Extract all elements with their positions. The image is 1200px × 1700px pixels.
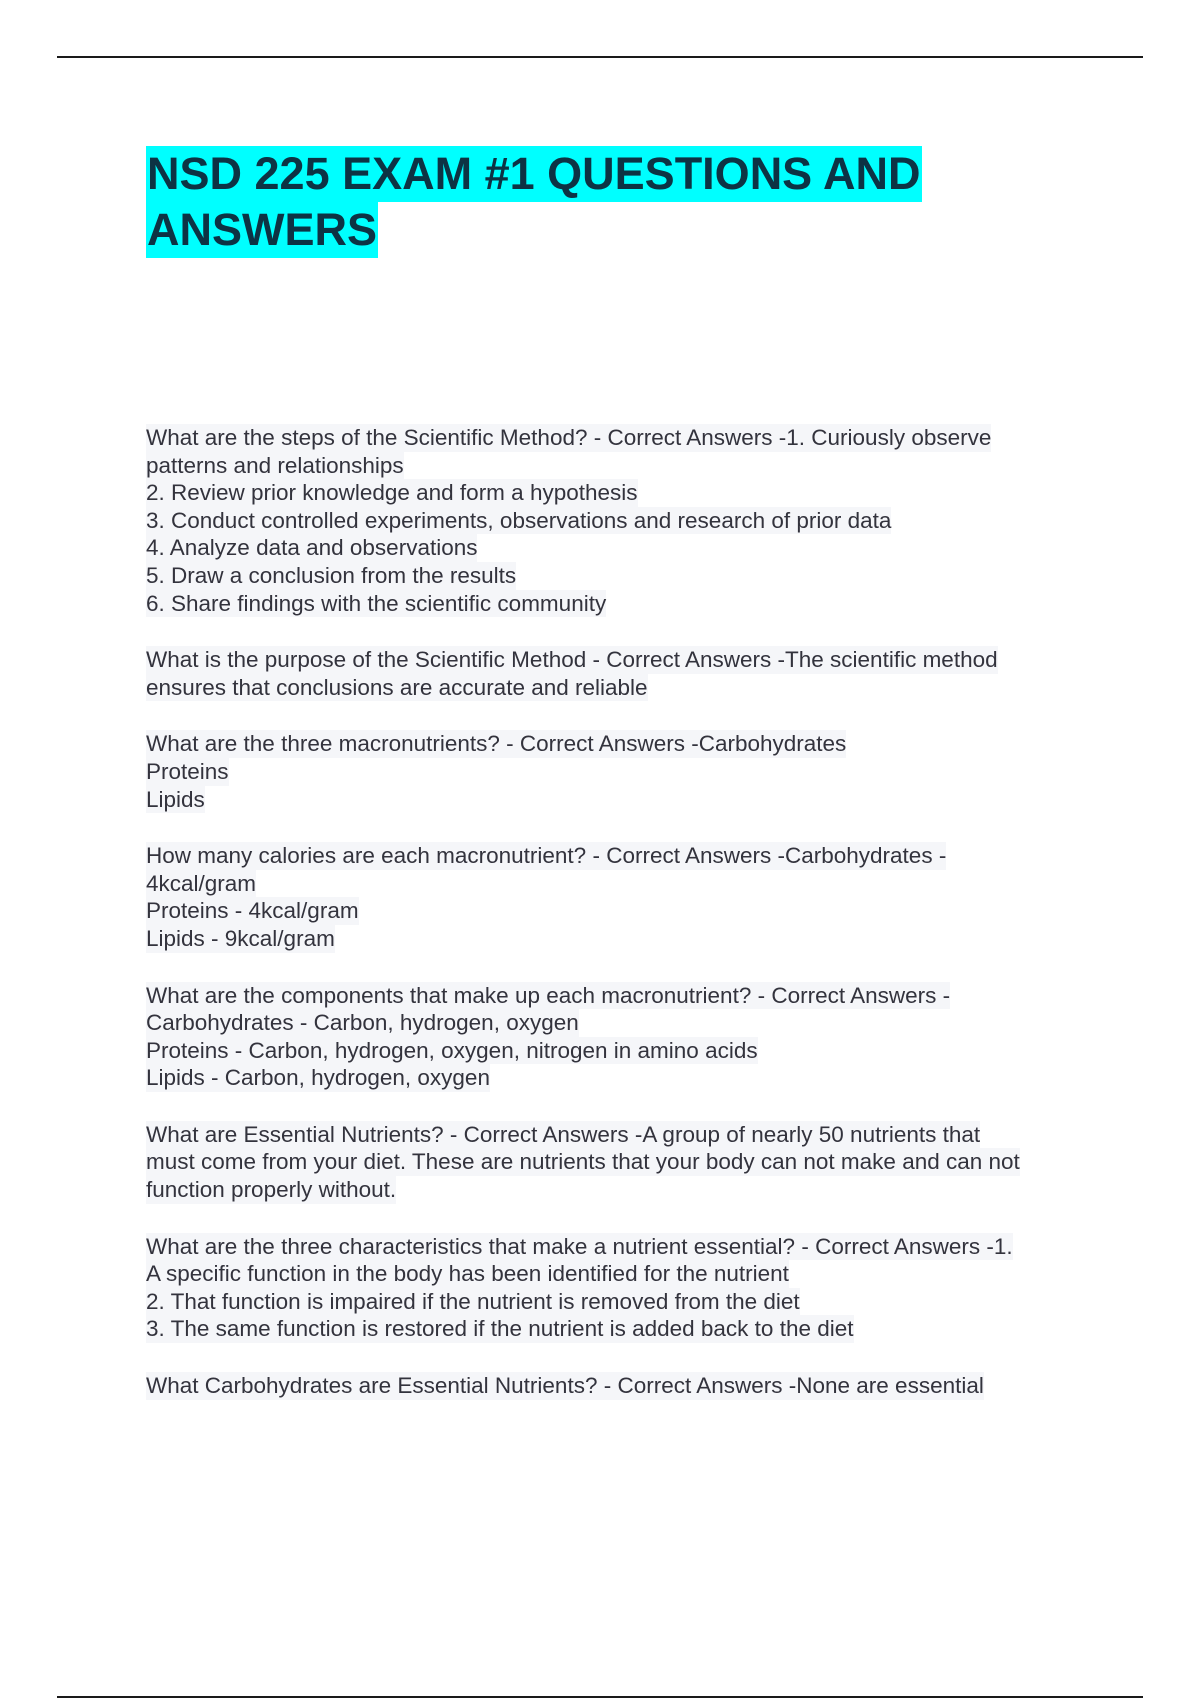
qa-line: What are the components that make up each macronutrient? - Correct Answers - [146, 982, 951, 1008]
qa-item-scientific-method-steps [146, 424, 1096, 617]
qa-line: Lipids - 9kcal/gram [146, 925, 335, 951]
bottom-rule [57, 1696, 1143, 1698]
qa-line: patterns and relationships [146, 452, 404, 478]
document-title [146, 146, 1046, 258]
qa-line: What are the three characteristics that make a nutrient essential? - Correct Answers -1. [146, 1233, 1013, 1259]
qa-item-essential-carbohydrates [146, 1372, 1096, 1400]
title-line-1: NSD 225 EXAM #1 QUESTIONS AND [146, 146, 922, 202]
qa-line: Proteins - 4kcal/gram [146, 898, 359, 924]
qa-line: What are the steps of the Scientific Method? - Correct Answers -1. Curiously observe [146, 425, 992, 450]
qa-line: A specific function in the body has been identified for the nutrient [146, 1261, 789, 1287]
qa-line: Carbohydrates - Carbon, hydrogen, oxygen [146, 1010, 579, 1036]
top-rule [57, 56, 1143, 58]
qa-line: What Carbohydrates are Essential Nutrients? - Correct Answers -None are essential [146, 1373, 984, 1399]
title-line-2: ANSWERS [146, 202, 378, 258]
qa-line: What are the three macronutrients? - Correct Answers -Carbohydrates [146, 731, 847, 757]
qa-line: 3. The same function is restored if the nutrient is added back to the diet [146, 1316, 854, 1342]
qa-item-macronutrient-calories [146, 842, 1096, 952]
qa-line: function properly without. [146, 1177, 397, 1203]
qa-line: What is the purpose of the Scientific Method - Correct Answers -The scientific method [146, 647, 998, 673]
qa-line: Lipids - Carbon, hydrogen, oxygen [146, 1065, 490, 1091]
qa-line: 5. Draw a conclusion from the results [146, 562, 517, 588]
qa-line: Proteins - Carbon, hydrogen, oxygen, nitrogen in amino acids [146, 1037, 758, 1063]
qa-line: ensures that conclusions are accurate and reliable [146, 674, 648, 700]
qa-item-essential-characteristics [146, 1233, 1096, 1343]
qa-line: 6. Share findings with the scientific community [146, 590, 607, 616]
qa-item-scientific-method-purpose [146, 646, 1096, 701]
qa-line: must come from your diet. These are nutrients that your body can not make and can not [146, 1149, 1020, 1175]
qa-line: 2. Review prior knowledge and form a hypothesis [146, 480, 638, 506]
qa-line: 2. That function is impaired if the nutrient is removed from the diet [146, 1288, 800, 1314]
qa-item-essential-nutrients [146, 1121, 1096, 1204]
qa-line: 4. Analyze data and observations [146, 535, 478, 561]
qa-line: Lipids [146, 786, 205, 812]
qa-line: 3. Conduct controlled experiments, observations and research of prior data [146, 507, 892, 533]
qa-line: What are Essential Nutrients? - Correct Answers -A group of nearly 50 nutrients that [146, 1121, 981, 1147]
qa-line: How many calories are each macronutrient? - Correct Answers -Carbohydrates - [146, 843, 947, 869]
qa-line: 4kcal/gram [146, 870, 257, 896]
qa-item-macronutrient-components [146, 982, 1096, 1092]
qa-list [146, 424, 1096, 1429]
qa-item-macronutrients [146, 730, 1096, 813]
qa-line: Proteins [146, 758, 229, 784]
